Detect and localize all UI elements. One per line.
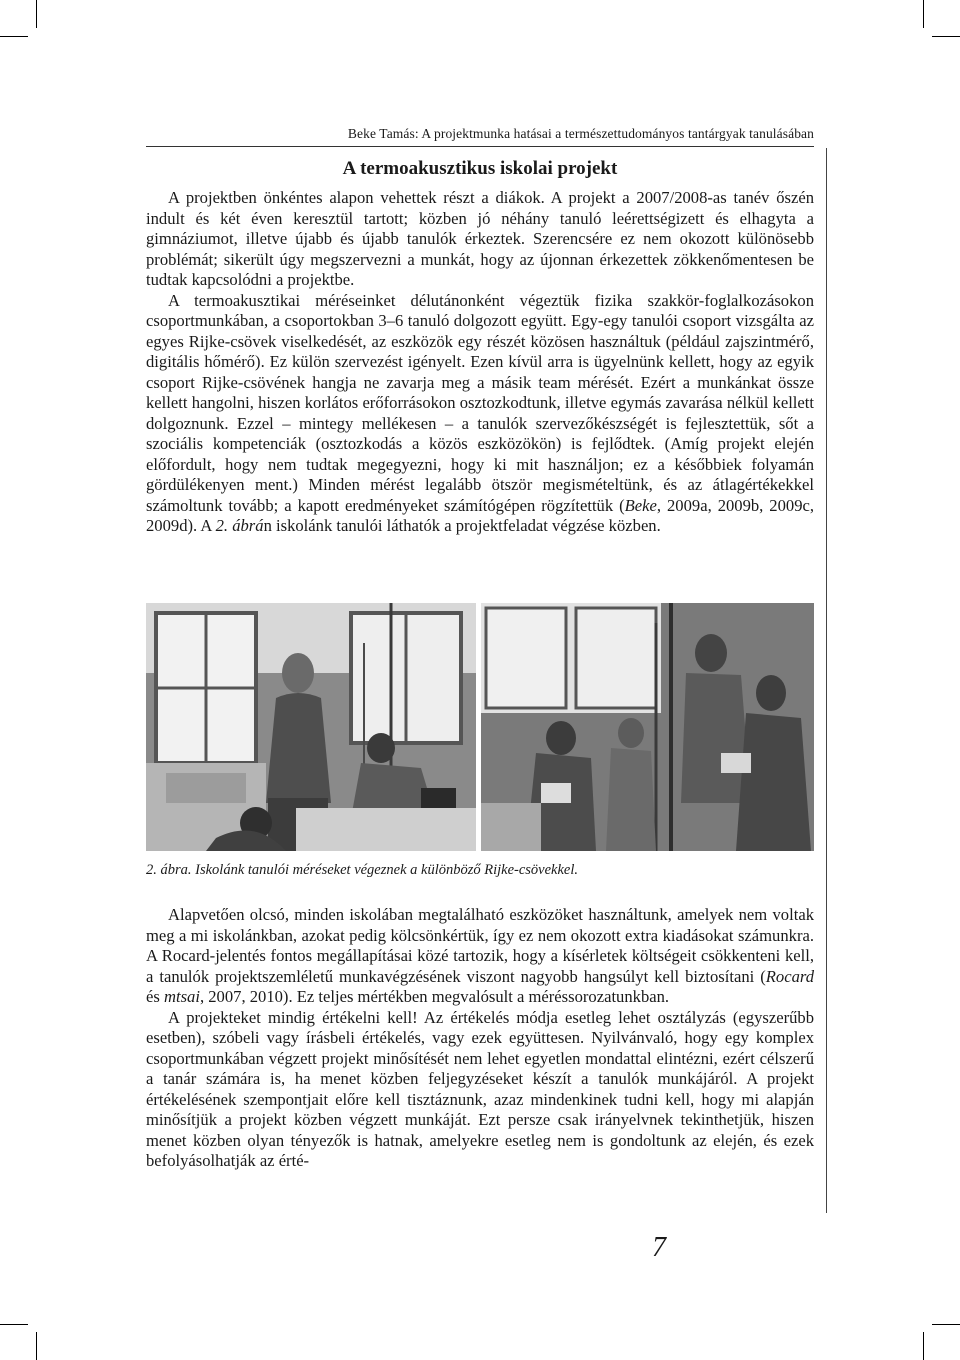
- figure-photo-right: [481, 603, 814, 851]
- crop-mark: [923, 1332, 924, 1360]
- paragraph: A projekteket mindig értékelni kell! Az értékelés módja esetleg lehet osztályzás (egyszerűbb esetben), szóbeli vagy írásbeli értékelés, vagy ezek együttesen. Nyilvánvaló, hogy egy komplex csoportmunkában végzett projekt minősítését nem lehet egyetlen mondattal elintézni, ezért célszerű a tanár számára is, ha menet közben feljegyzéseket készít a tanulók munkájáról. A projekt értékelésének szempontjait előre kell tisztáznunk, azaz mindenkinek tudni kell, hogy mi alapján minősítjük a projekt közben végzett munkáját. Ezt persze csak irányelvnek tekinthetjük, hiszen menet közben olyan tényezők is hatnak, amelyekre esetleg nem is gondoltunk az elején, és ezek befolyásolhatják az érté-: [146, 1007, 814, 1170]
- figure-caption: 2. ábra. Iskolánk tanulói méréseket végeznek a különböző Rijke-csövekkel.: [146, 862, 579, 878]
- crop-mark: [932, 36, 960, 37]
- crop-mark: [923, 0, 924, 28]
- crop-mark: [36, 1332, 37, 1360]
- citation-connector: és: [146, 987, 164, 1006]
- figure-reference: 2. ábrá: [215, 516, 264, 535]
- paragraph: [146, 905, 814, 1008]
- citation-years: , 2009a, 2009b, 2009c, 2009d). A: [146, 495, 814, 535]
- page-number: 7: [652, 1232, 666, 1263]
- body-text-top: [146, 188, 814, 537]
- citation-rocard: Rocard: [765, 966, 814, 986]
- crop-mark: [36, 0, 37, 28]
- citation-mtsai: mtsai: [163, 987, 200, 1006]
- paragraph: [146, 291, 814, 537]
- crop-mark: [932, 1324, 960, 1325]
- body-text-bottom: [146, 905, 814, 1172]
- paragraph-text: Alapvetően olcsó, minden iskolában megtalálható eszközöket használtunk, amelyek nem voltak meg a mi iskolánkban, azokat pedig kölcsönkértük, így ez nem okozott extra kiadásokat számunkra. A Rocard-jelentés fontos megállapításai közé tartozik, hogy a kísérletek költségeit csökkenteni kell, a tanulók projektszemléletű munkavégzésének viszont nagyobb hangsúlyt kell biztosítani (: [146, 905, 814, 986]
- margin-rule: [826, 148, 827, 1213]
- paragraph: A projektben önkéntes alapon vehettek részt a diákok. A projekt a 2007/2008-as tanév őszén indult és két éven keresztül tartott; közben jó néhány tanuló leérettségizett és elhagyta a gimnáziumot, illetve újabb és újabb tanulók érkeztek. Szerencsére ez nem okozott különösebb problémát; sikerült úgy megszervezni a munkát, hogy az újonnan érkezettek zökkenőmentesen be tudtak kapcsolódni a projektbe.: [146, 188, 814, 289]
- figure-photo-left: [146, 603, 476, 851]
- running-header: Beke Tamás: A projektmunka hatásai a természettudományos tantárgyak tanulásában: [347, 126, 814, 141]
- paragraph-end: n iskolánk tanulói láthatók a projektfeladat végzése közben.: [263, 516, 661, 535]
- paragraph-end: , 2007, 2010). Ez teljes mértékben megvalósult a méréssorozatunkban.: [199, 987, 670, 1006]
- crop-mark: [0, 1324, 28, 1325]
- citation-author: Beke: [624, 495, 657, 515]
- paragraph-text: A termoakusztikai méréseinket délutánonként végeztük fizika szakkör-foglalkozásokon csoportmunkában, a csoportokban 3–6 tanuló dolgozott együtt. Egy-egy tanulói csoport vizsgálta az egyes Rijke-csövek viselkedését, az eszközök egy részét közösen használtuk (például zajszintmérő, digitális hőmérő). Ez külön szervezést igényelt. Ezen kívül arra is ügyelnünk kellett, hogy az egyik csoport Rijke-csövének hangja ne zavarja meg a másik team mérését. Ezért a munkánkat össze kellett hangolni, hiszen korlátos erőforrásokon osztozkodtunk, illetve egymás zavarása nélkül kellett dolgoznunk. Ezzel – mintegy mellékesen – a tanulók szervezőkészségét is fejlesztettük, sőt a szociális kompetenciák (osztozkodás a közös eszközökön) is fejlődtek. (Amíg projekt elején előfordult, hogy nem tudtak megegyezni, hogy ki mit használjon; ez a későbbiek folyamán gördülékenyen ment.) Minden mérést legalább ötször megismételtünk, és az átlagértékekkel számoltunk tovább; a kapott eredményeket számítógépen rögzítettük (: [146, 290, 814, 515]
- classroom-photo-right: [481, 603, 814, 851]
- section-heading: A termoakusztikus iskolai projekt: [342, 158, 618, 179]
- header-rule: [146, 146, 814, 147]
- classroom-photo-left: [146, 603, 476, 851]
- crop-mark: [0, 36, 28, 37]
